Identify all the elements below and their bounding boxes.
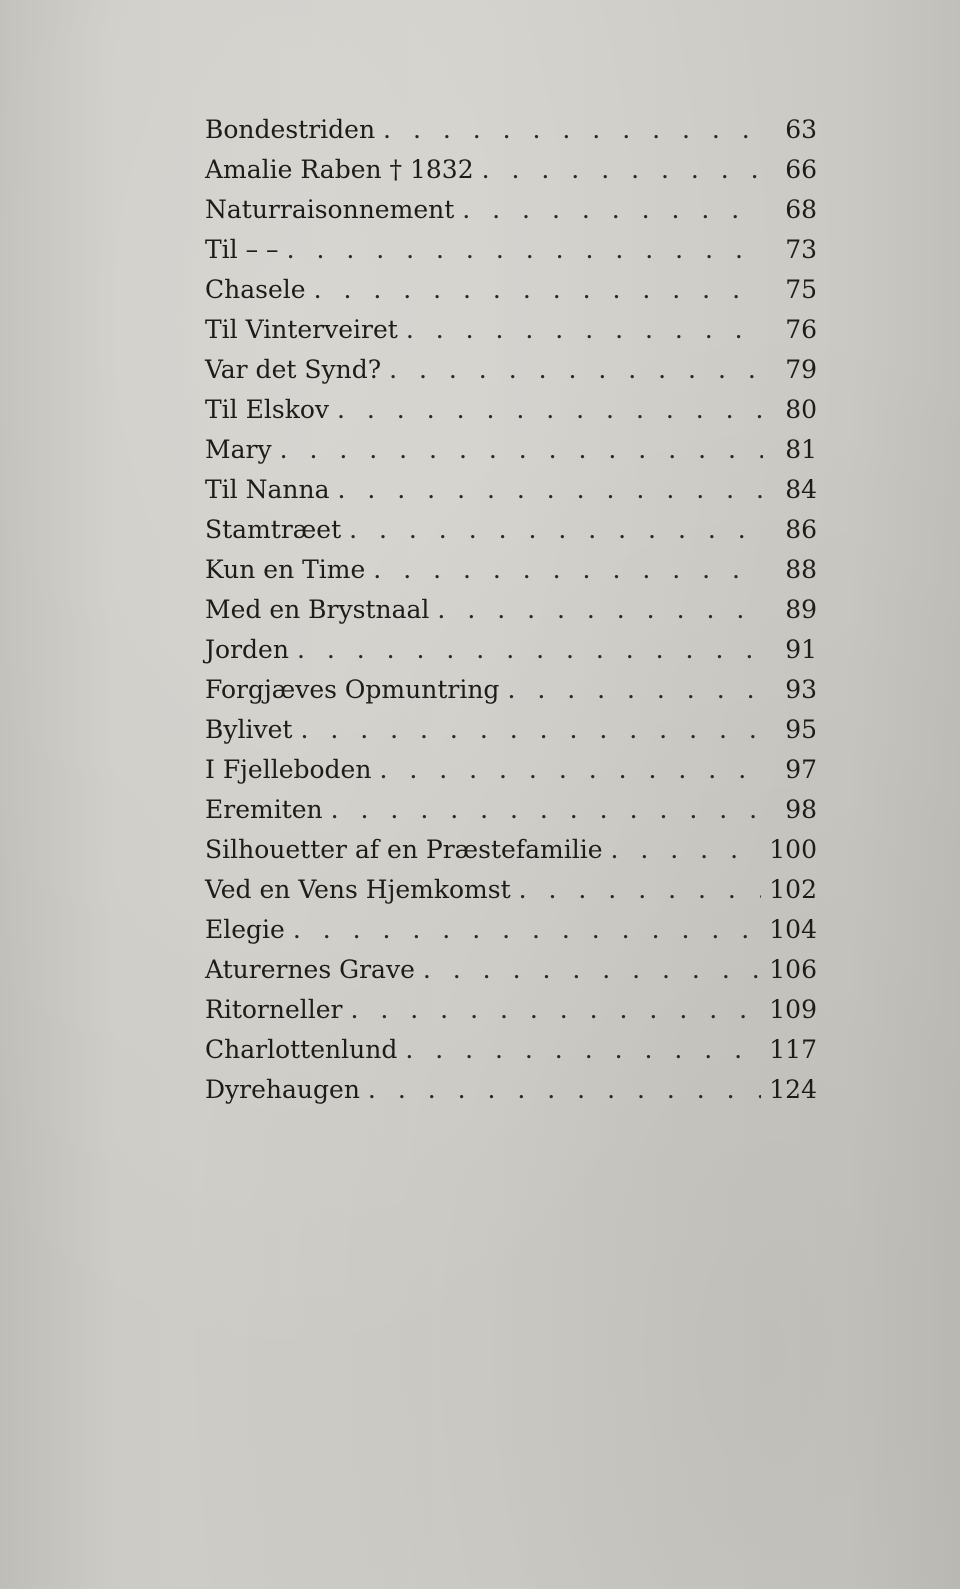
- dot-leader: [519, 870, 762, 910]
- toc-entry: [205, 790, 817, 830]
- toc-entry: [205, 470, 817, 510]
- dot-leader: [507, 670, 763, 710]
- toc-entry-title: Aturernes Grave: [205, 955, 415, 984]
- toc-entry-title: Naturraisonnement: [205, 195, 455, 224]
- dot-leader: [368, 1070, 761, 1110]
- dot-leader: [462, 190, 763, 230]
- toc-entry-page: 93: [785, 675, 817, 704]
- dot-leader: [611, 830, 762, 870]
- toc-entry-page: 102: [769, 875, 817, 904]
- toc-entry-page: 104: [769, 915, 817, 944]
- dot-leader: [383, 110, 763, 150]
- toc-entry: [205, 1070, 817, 1110]
- toc-entry-title: Mary: [205, 435, 272, 464]
- dot-leader: [314, 270, 763, 310]
- toc-entry: [205, 870, 817, 910]
- toc-entry: [205, 1030, 817, 1070]
- toc-entry-title: Var det Synd?: [205, 355, 382, 384]
- toc-entry-title: Til Nanna: [205, 475, 330, 504]
- toc-entry-page: 76: [785, 315, 817, 344]
- toc-entry-title: Jorden: [205, 635, 289, 664]
- toc-entry-title: Bondestriden: [205, 115, 376, 144]
- toc-entry: [205, 430, 817, 470]
- toc-entry-page: 80: [785, 395, 817, 424]
- toc-entry: [205, 590, 817, 630]
- dot-leader: [300, 710, 763, 750]
- dot-leader: [337, 390, 763, 430]
- toc-entry-page: 106: [769, 955, 817, 984]
- dot-leader: [373, 550, 763, 590]
- toc-entry-page: 81: [785, 435, 817, 464]
- dot-leader: [293, 910, 761, 950]
- toc-entry: [205, 390, 817, 430]
- toc-entry-title: Til – –: [205, 235, 279, 264]
- dot-leader: [406, 310, 763, 350]
- toc-entry: [205, 150, 817, 190]
- toc-entry-title: Charlottenlund: [205, 1035, 398, 1064]
- toc-entry: [205, 510, 817, 550]
- toc-entry-page: 66: [785, 155, 817, 184]
- toc-entry-page: 86: [785, 515, 817, 544]
- dot-leader: [482, 150, 763, 190]
- toc-entry-page: 75: [785, 275, 817, 304]
- toc-entry-page: 68: [785, 195, 817, 224]
- toc-entry: [205, 670, 817, 710]
- toc-entry-title: I Fjelleboden: [205, 755, 372, 784]
- toc-entry: [205, 950, 817, 990]
- toc-entry-title: Amalie Raben † 1832: [205, 155, 474, 184]
- toc-entry: [205, 230, 817, 270]
- toc-entry-page: 63: [785, 115, 817, 144]
- toc-entry: [205, 630, 817, 670]
- toc-entry: [205, 830, 817, 870]
- dot-leader: [437, 590, 763, 630]
- dot-leader: [349, 510, 763, 550]
- dot-leader: [331, 790, 763, 830]
- toc-entry-page: 84: [785, 475, 817, 504]
- toc-entry: [205, 270, 817, 310]
- toc-entry-title: Silhouetter af en Præstefamilie: [205, 835, 603, 864]
- toc-entry-page: 98: [785, 795, 817, 824]
- table-of-contents: [205, 110, 817, 1110]
- toc-entry: [205, 990, 817, 1030]
- toc-entry-title: Elegie: [205, 915, 285, 944]
- toc-entry-title: Chasele: [205, 275, 306, 304]
- dot-leader: [287, 230, 763, 270]
- toc-entry: [205, 750, 817, 790]
- toc-entry-page: 97: [785, 755, 817, 784]
- dot-leader: [405, 1030, 761, 1070]
- toc-entry-title: Dyrehaugen: [205, 1075, 360, 1104]
- toc-entry: [205, 550, 817, 590]
- dot-leader: [423, 950, 761, 990]
- toc-entry-title: Til Elskov: [205, 395, 330, 424]
- toc-entry-title: Til Vinterveiret: [205, 315, 398, 344]
- toc-entry-page: 91: [785, 635, 817, 664]
- toc-entry-title: Ritorneller: [205, 995, 343, 1024]
- toc-entry-page: 109: [769, 995, 817, 1024]
- dot-leader: [389, 350, 763, 390]
- toc-entry: [205, 350, 817, 390]
- toc-entry-title: Eremiten: [205, 795, 323, 824]
- dot-leader: [280, 430, 763, 470]
- toc-entry-title: Ved en Vens Hjemkomst: [205, 875, 511, 904]
- toc-entry: [205, 910, 817, 950]
- toc-entry-page: 79: [785, 355, 817, 384]
- dot-leader: [297, 630, 763, 670]
- toc-entry: [205, 710, 817, 750]
- toc-entry-page: 73: [785, 235, 817, 264]
- dot-leader: [351, 990, 762, 1030]
- toc-entry: [205, 110, 817, 150]
- toc-entry-title: Med en Brystnaal: [205, 595, 430, 624]
- toc-entry-title: Bylivet: [205, 715, 293, 744]
- toc-entry-title: Kun en Time: [205, 555, 366, 584]
- toc-entry-page: 89: [785, 595, 817, 624]
- toc-entry-page: 117: [769, 1035, 817, 1064]
- toc-entry-page: 88: [785, 555, 817, 584]
- dot-leader: [379, 750, 763, 790]
- toc-entry: [205, 190, 817, 230]
- dot-leader: [338, 470, 764, 510]
- toc-entry-page: 124: [769, 1075, 817, 1104]
- toc-entry-title: Stamtræet: [205, 515, 342, 544]
- toc-entry-page: 100: [769, 835, 817, 864]
- toc-entry-page: 95: [785, 715, 817, 744]
- toc-entry-title: Forgjæves Opmuntring: [205, 675, 500, 704]
- toc-entry: [205, 310, 817, 350]
